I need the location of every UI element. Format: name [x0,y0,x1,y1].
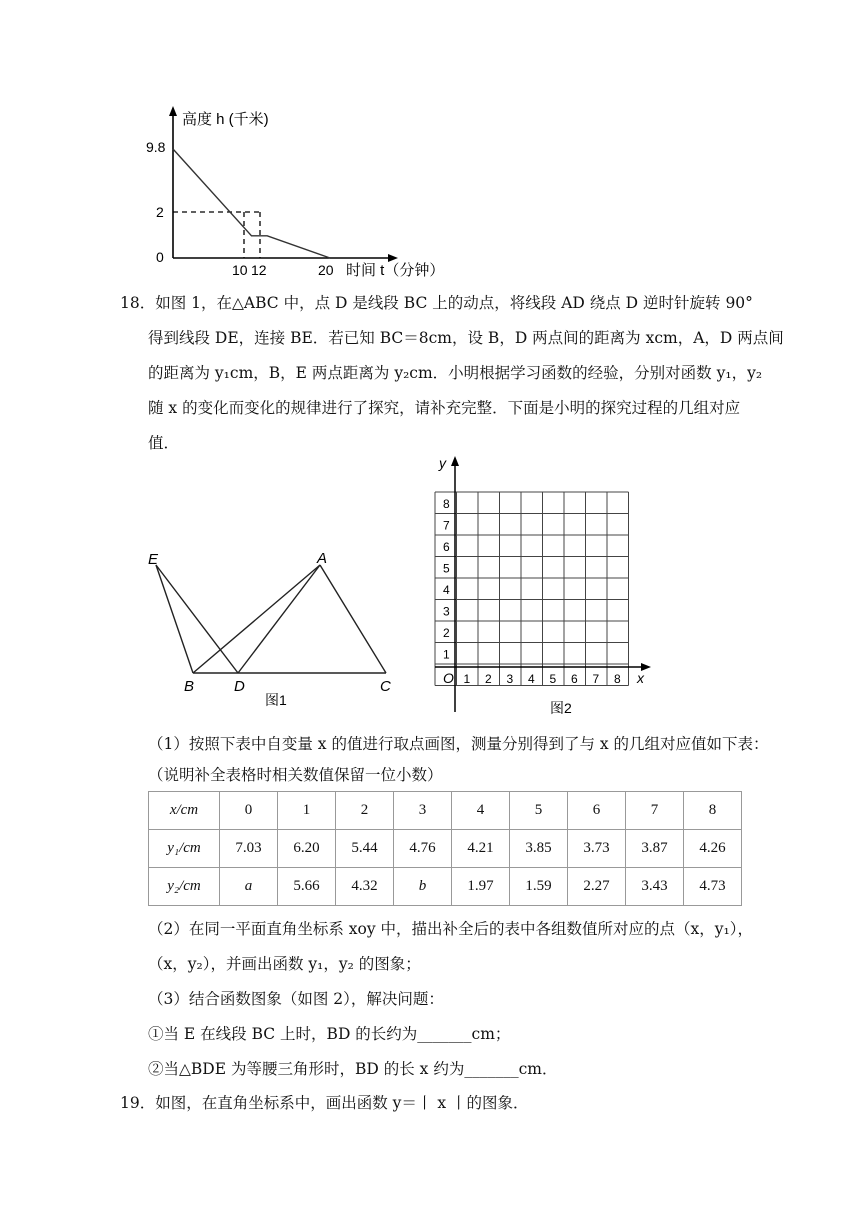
y-axis-label: 高度 h (千米) [182,111,269,128]
fig2-x-tick: 4 [528,672,535,686]
label-B: B [184,678,195,695]
grid-lines [435,492,629,686]
table-cell: 6.20 [278,830,336,868]
q18-line-1: 18．如图 1，在△ABC 中，点 D 是线段 BC 上的动点，将线段 AD 绕点 D 逆时针旋转 90° [120,294,753,312]
table-cell: 5.66 [278,868,336,906]
fig2-y-arrow [451,456,459,466]
label-D: D [234,678,245,695]
table-cell: 8 [684,792,742,830]
table-row [149,830,742,868]
q19-line: 19．如图，在直角坐标系中，画出函数 y＝丨 x 丨的图象． [120,1094,529,1112]
table-cell: 2 [336,792,394,830]
figure-1 [140,545,410,715]
table-cell: 1.97 [452,868,510,906]
part1-line-1: （1）按照下表中自变量 x 的值进行取点画图，测量分别得到了与 x 的几组对应值如下表： [148,735,769,753]
table-cell: b [394,868,452,906]
table-cell: 7.03 [220,830,278,868]
fig2-y-ticks [443,497,450,662]
part1-line-2: （说明补全表格时相关数值保留一位小数） [148,766,443,784]
fig2-x-tick: 7 [592,672,600,686]
label-E: E [148,551,159,568]
label-A: A [317,550,328,567]
table-row [149,868,742,906]
fig2-x-tick: 2 [485,672,492,686]
fig2-x-tick: 1 [463,672,471,686]
q18-line-3: 的距离为 y₁cm，B，E 两点距离为 y₂cm．小明根据学习函数的经验，分别对函数 y₁，y₂ [148,364,763,382]
q18-line-4: 随 x 的变化而变化的规律进行了探究，请补充完整．下面是小明的探究过程的几组对应 [148,399,741,417]
x-axis-arrow [388,254,398,262]
fig2-y-tick: 7 [443,518,450,533]
fig2-y-tick: 3 [443,604,450,619]
part3-question-1: ①当 E 在线段 BC 上时，BD 的长约为_______cm； [148,1025,511,1043]
part3-question-2: ②当△BDE 为等腰三角形时，BD 的长 x 约为_______cm． [148,1060,558,1078]
fig2-y-label: y [439,455,446,471]
table-cell: 1.59 [510,868,568,906]
table-cell: 2.27 [568,868,626,906]
table-cell: 5.44 [336,830,394,868]
table-cell: 3.87 [626,830,684,868]
row-header-cell: y₂/cm [149,868,220,906]
y-tick-0: 0 [156,249,164,265]
table-row [149,792,742,830]
label-C: C [380,678,391,695]
table-cell: 3.43 [626,868,684,906]
fig2-x-tick: 5 [549,672,557,686]
values-table [148,791,742,906]
fig2-x-tick: 3 [506,672,514,686]
table-cell: 4.26 [684,830,742,868]
x-axis-label: 时间 t（分钟） [346,262,445,279]
x-tick-10: 10 [232,262,248,278]
figure-2-caption: 图2 [550,700,572,716]
part2-line-1: （2）在同一平面直角坐标系 xoy 中，描出补全后的表中各组数值所对应的点（x，y₁）， [148,920,754,938]
fig2-x-tick: 6 [571,672,578,686]
fig2-y-tick: 2 [443,626,450,640]
q18-line-5: 值． [148,434,180,452]
y-tick-2: 2 [156,204,164,220]
series-line [173,149,330,258]
row-header-cell: x/cm [149,792,220,830]
figure-2-grid [425,450,665,730]
table-cell: 4.76 [394,830,452,868]
fig2-y-tick: 8 [443,497,450,511]
x-tick-20: 20 [318,262,334,278]
table-cell: 4 [452,792,510,830]
table-cell: 0 [220,792,278,830]
table-cell: 1 [278,792,336,830]
part2-line-2: （x，y₂），并画出函数 y₁，y₂ 的图象； [148,955,421,973]
table-cell: 7 [626,792,684,830]
fig2-x-tick: 8 [614,672,621,686]
fig2-y-tick: 5 [443,561,450,576]
table-cell: 6 [568,792,626,830]
table-cell: a [220,868,278,906]
table-cell: 4.32 [336,868,394,906]
y-axis-arrow [169,106,177,116]
figure-1-caption: 图1 [265,692,287,708]
fig2-y-tick: 1 [443,647,450,662]
y-tick-9.8: 9.8 [146,139,166,155]
part3-line-1: （3）结合函数图象（如图 2），解决问题： [148,990,444,1008]
fig2-y-tick: 6 [443,540,450,554]
fig2-x-label: x [637,670,644,686]
fig2-origin: O [443,670,454,686]
row-header-cell: y₁/cm [149,830,220,868]
table-cell: 3 [394,792,452,830]
q18-line-2: 得到线段 DE，连接 BE．若已知 BC＝8cm，设 B，D 两点间的距离为 xcm，A，D 两点间 [148,329,784,347]
table-cell: 3.73 [568,830,626,868]
x-tick-12: 12 [251,262,267,278]
height-time-graph [130,100,460,285]
table-cell: 4.73 [684,868,742,906]
table-cell: 3.85 [510,830,568,868]
table-cell: 4.21 [452,830,510,868]
table-cell: 5 [510,792,568,830]
fig2-y-tick: 4 [443,583,450,597]
